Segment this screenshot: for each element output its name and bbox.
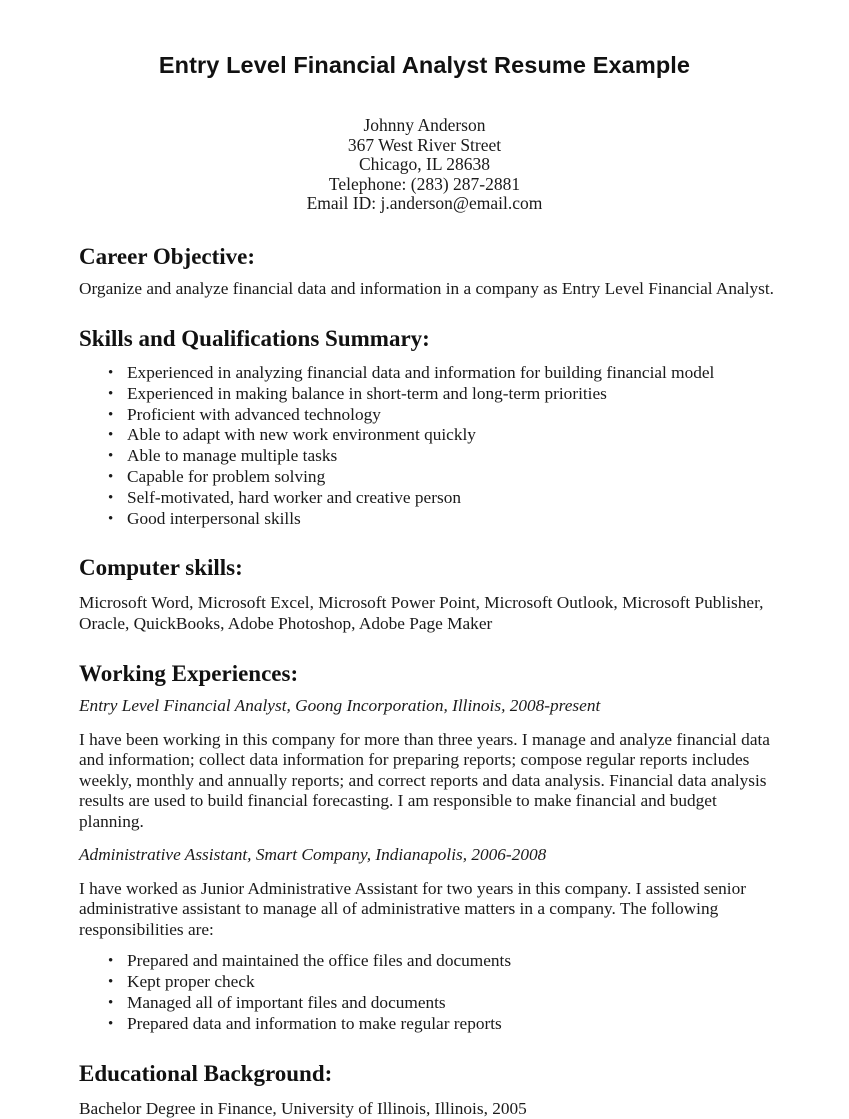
list-item	[79, 993, 779, 1014]
bullet-icon: •	[108, 993, 113, 1014]
list-item-label: Kept proper check	[127, 972, 255, 991]
list-item-label: Able to manage multiple tasks	[127, 446, 337, 465]
section-career-objective	[79, 244, 779, 300]
list-item	[79, 467, 779, 488]
bullet-icon: •	[108, 509, 113, 530]
list-item	[79, 972, 779, 993]
list-item-label: Prepared and maintained the office files and documents	[127, 951, 511, 970]
contact-street: 367 West River Street	[0, 136, 849, 156]
resume-content	[79, 214, 779, 1119]
bullet-icon: •	[108, 425, 113, 446]
bullet-icon: •	[108, 446, 113, 467]
list-item	[79, 488, 779, 509]
computer-skills-text: Microsoft Word, Microsoft Excel, Microsoft Power Point, Microsoft Outlook, Microsoft Publisher, Oracle, QuickBooks, Adobe Photoshop, Adobe Page Maker	[79, 593, 779, 634]
section-working-experiences	[79, 661, 779, 1034]
contact-telephone: Telephone: (283) 287-2881	[0, 175, 849, 195]
section-computer-skills	[79, 555, 779, 634]
list-item	[79, 384, 779, 405]
contact-email: Email ID: j.anderson@email.com	[0, 194, 849, 214]
job-description-2: I have worked as Junior Administrative Assistant for two years in this company. I assisted senior administrative assistant to manage all of administrative matters in a company. The following responsibilities are:	[79, 879, 779, 941]
list-item	[79, 425, 779, 446]
list-item	[79, 509, 779, 530]
contact-name: Johnny Anderson	[0, 116, 849, 136]
list-item	[79, 951, 779, 972]
list-item-label: Capable for problem solving	[127, 467, 325, 486]
list-item	[79, 1014, 779, 1035]
section-heading-working-experiences: Working Experiences:	[79, 661, 779, 687]
section-heading-educational-background: Educational Background:	[79, 1061, 779, 1087]
section-skills-summary	[79, 326, 779, 529]
job-title-2: Administrative Assistant, Smart Company, Indianapolis, 2006-2008	[79, 845, 779, 866]
list-item-label: Prepared data and information to make regular reports	[127, 1014, 502, 1033]
list-item-label: Experienced in analyzing financial data and information for building financial model	[127, 363, 714, 382]
bullet-icon: •	[108, 363, 113, 384]
list-item-label: Proficient with advanced technology	[127, 405, 381, 424]
contact-block	[0, 116, 849, 214]
section-heading-career-objective: Career Objective:	[79, 244, 779, 270]
section-heading-skills-summary: Skills and Qualifications Summary:	[79, 326, 779, 352]
bullet-icon: •	[108, 972, 113, 993]
educational-background-text: Bachelor Degree in Finance, University of Illinois, Illinois, 2005	[79, 1099, 779, 1119]
bullet-icon: •	[108, 405, 113, 426]
list-item	[79, 405, 779, 426]
list-item	[79, 446, 779, 467]
bullet-icon: •	[108, 467, 113, 488]
bullet-icon: •	[108, 951, 113, 972]
career-objective-text: Organize and analyze financial data and information in a company as Entry Level Financial Analyst.	[79, 279, 779, 300]
job-title-1: Entry Level Financial Analyst, Goong Incorporation, Illinois, 2008-present	[79, 696, 779, 717]
list-item-label: Self-motivated, hard worker and creative person	[127, 488, 461, 507]
job-responsibilities-list-2	[79, 951, 779, 1034]
list-item-label: Experienced in making balance in short-term and long-term priorities	[127, 384, 607, 403]
bullet-icon: •	[108, 1014, 113, 1035]
skills-summary-list	[79, 363, 779, 529]
list-item-label: Able to adapt with new work environment quickly	[127, 425, 476, 444]
bullet-icon: •	[108, 488, 113, 509]
list-item-label: Good interpersonal skills	[127, 509, 301, 528]
bullet-icon: •	[108, 384, 113, 405]
section-heading-computer-skills: Computer skills:	[79, 555, 779, 581]
list-item	[79, 363, 779, 384]
section-educational-background	[79, 1061, 779, 1119]
list-item-label: Managed all of important files and documents	[127, 993, 446, 1012]
job-description-1: I have been working in this company for more than three years. I manage and analyze financial data and information; collect data information for preparing reports; compose regular reports includes weekly, monthly and annually reports; and correct reports and data analysis. Financial data analysis results are used to build financial forecasting. I am responsible to make financial and budget planning.	[79, 730, 779, 833]
page-title: Entry Level Financial Analyst Resume Example	[0, 0, 849, 79]
contact-city-state-zip: Chicago, IL 28638	[0, 155, 849, 175]
